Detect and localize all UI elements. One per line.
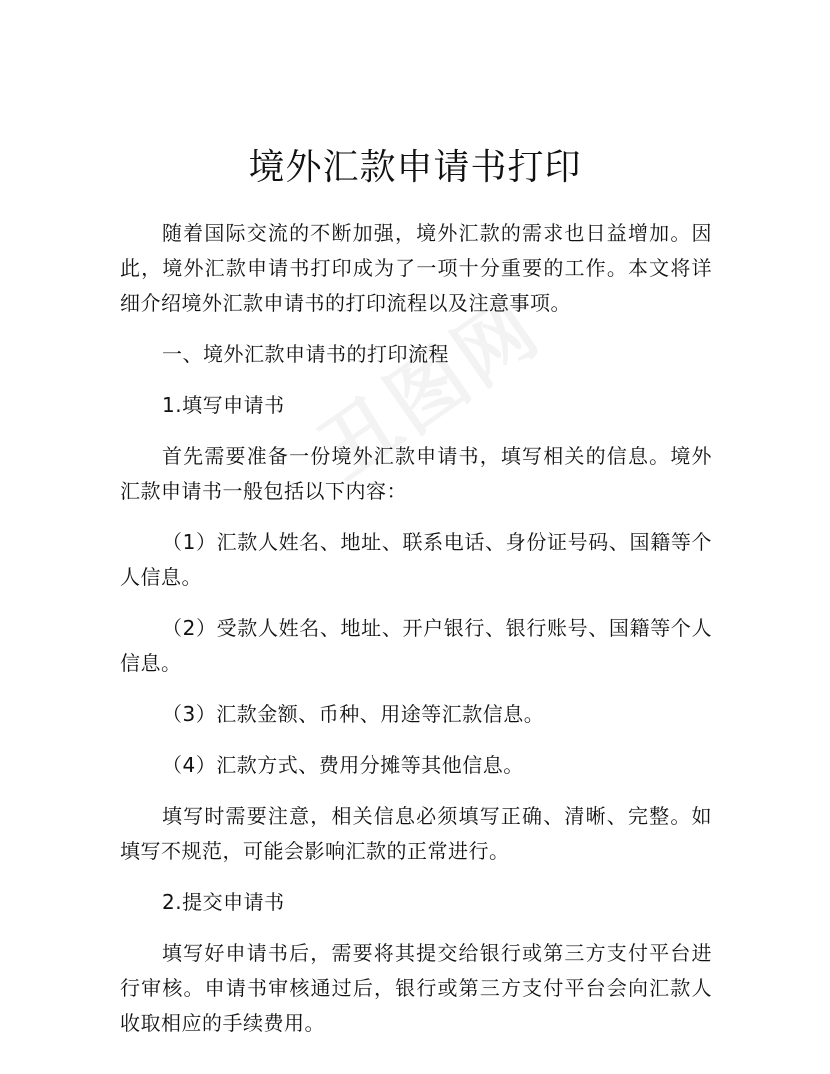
document-body bbox=[120, 216, 712, 1041]
fill-application-paragraph: 首先需要准备一份境外汇款申请书，填写相关的信息。境外汇款申请书一般包括以下内容： bbox=[120, 444, 712, 503]
intro-paragraph: 随着国际交流的不断加强，境外汇款的需求也日益增加。因此，境外汇款申请书打印成为了一项十分重要的工作。本文将详细介绍境外汇款申请书的打印流程以及注意事项。 bbox=[120, 221, 712, 315]
section-heading-printing-process: 一、境外汇款申请书的打印流程 bbox=[162, 342, 449, 366]
list-item-remitter-info: （1）汇款人姓名、地址、联系电话、身份证号码、国籍等个人信息。 bbox=[120, 530, 712, 589]
list-item-other-info: （4）汇款方式、费用分摊等其他信息。 bbox=[162, 753, 524, 777]
fill-notes-paragraph: 填写时需要注意，相关信息必须填写正确、清晰、完整。如填写不规范，可能会影响汇款的正常进行。 bbox=[120, 804, 712, 863]
page-title: 境外汇款申请书打印 bbox=[248, 147, 582, 188]
list-item-remittance-info: （3）汇款金额、币种、用途等汇款信息。 bbox=[162, 702, 545, 726]
list-item-payee-info: （2）受款人姓名、地址、开户银行、银行账号、国籍等个人信息。 bbox=[120, 616, 712, 675]
subheading-fill-application: 1.填写申请书 bbox=[162, 393, 285, 417]
subheading-submit-application: 2.提交申请书 bbox=[162, 890, 285, 914]
submit-application-paragraph: 填写好申请书后，需要将其提交给银行或第三方支付平台进行审核。申请书审核通过后，银行或第三方支付平台会向汇款人收取相应的手续费用。 bbox=[120, 941, 712, 1035]
